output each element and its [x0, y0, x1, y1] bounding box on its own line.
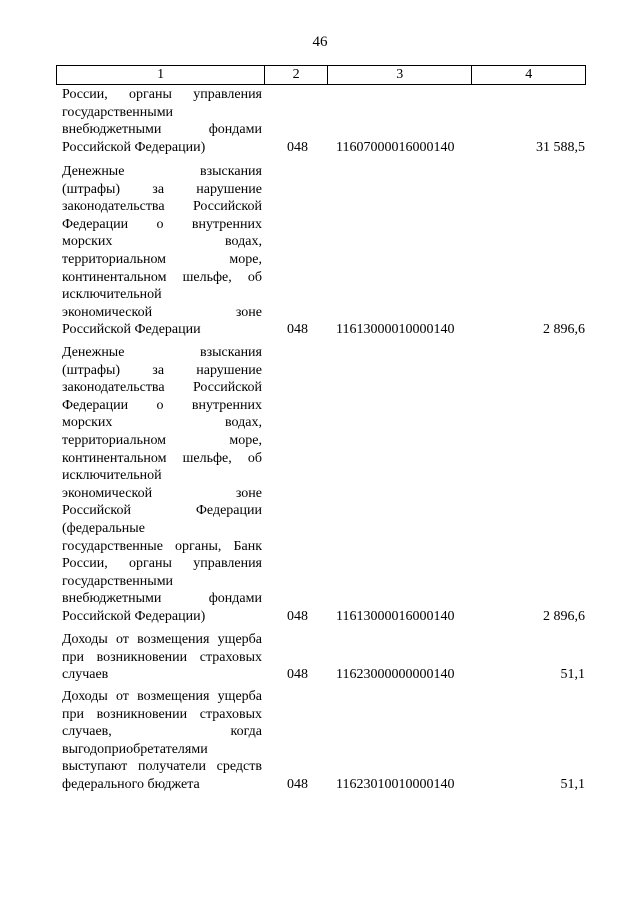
- page-number: 46: [312, 34, 328, 50]
- row-description: [62, 163, 262, 339]
- column-header-4: 4: [525, 67, 533, 82]
- description-line: Денежные взыскания: [62, 345, 262, 360]
- administrator-code: 048: [287, 609, 308, 624]
- description-line: России, органы управления: [62, 556, 262, 572]
- description-line: России, органы управления: [62, 87, 262, 102]
- budget-classification-code: 11613000016000140: [336, 609, 455, 624]
- description-line: континентальном шельфе, об: [62, 269, 262, 285]
- budget-classification-code: 11607000016000140: [336, 139, 455, 155]
- description-line: государственные органы, Банк: [62, 538, 262, 554]
- administrator-code: 048: [287, 322, 308, 338]
- description-line: Денежные взыскания: [62, 164, 262, 179]
- budget-classification-code: 11623010010000140: [336, 777, 455, 792]
- description-line: законодательства Российской: [62, 199, 262, 215]
- description-line: Доходы от возмещения ущерба: [62, 632, 262, 647]
- description-line: территориальном море,: [62, 251, 262, 267]
- description-line: исключительной: [62, 287, 162, 303]
- amount-value: 31 588,5: [536, 139, 585, 155]
- description-line: Российской Федерации): [62, 608, 206, 624]
- administrator-code: 048: [287, 667, 308, 683]
- description-line: континентальном шельфе, об: [62, 450, 262, 466]
- administrator-code: 048: [287, 139, 308, 155]
- description-line: государственными: [62, 573, 174, 589]
- column-header-2: 2: [265, 66, 328, 84]
- amount-value: 2 896,6: [543, 609, 585, 624]
- description-line: выгодоприобретателями: [62, 741, 208, 757]
- description-line: (федеральные: [62, 520, 145, 536]
- row-description: [62, 631, 262, 684]
- amount-value: 51,1: [560, 667, 585, 683]
- administrator-code: 048: [287, 777, 308, 792]
- description-line: экономической зоне: [62, 485, 262, 501]
- description-line: Федерации о внутренних: [62, 397, 262, 413]
- description-line: морских водах,: [62, 234, 262, 250]
- budget-classification-code: 11623000000000140: [336, 667, 455, 683]
- description-line: законодательства Российской: [62, 380, 262, 396]
- description-line: случаев, когда: [62, 724, 262, 740]
- description-line: Российской Федерации): [62, 139, 206, 155]
- row-description: [62, 344, 262, 626]
- description-line: морских водах,: [62, 415, 262, 431]
- row-description: [62, 688, 262, 794]
- description-line: (штрафы) за нарушение: [62, 181, 262, 197]
- description-line: (штрафы) за нарушение: [62, 362, 262, 378]
- table-header-row: [56, 65, 586, 85]
- budget-classification-code: 11613000010000140: [336, 322, 455, 338]
- description-line: исключительной: [62, 468, 162, 484]
- description-line: внебюджетными фондами: [62, 591, 262, 607]
- description-line: федерального бюджета: [62, 776, 200, 792]
- amount-value: 2 896,6: [543, 322, 585, 338]
- column-header-3: 3: [328, 66, 472, 84]
- description-line: при возникновении страховых: [62, 706, 262, 722]
- description-line: внебюджетными фондами: [62, 122, 262, 138]
- description-line: Российской Федерации: [62, 503, 262, 519]
- description-line: Российской Федерации: [62, 322, 201, 338]
- amount-value: 51,1: [560, 777, 585, 792]
- description-line: Федерации о внутренних: [62, 216, 262, 232]
- column-header-1: 1: [57, 66, 265, 84]
- description-line: экономической зоне: [62, 304, 262, 320]
- row-description: [62, 86, 262, 156]
- description-line: случаев: [62, 667, 109, 683]
- description-line: выступают получатели средств: [62, 759, 262, 775]
- description-line: при возникновении страховых: [62, 649, 262, 665]
- description-line: территориальном море,: [62, 432, 262, 448]
- description-line: Доходы от возмещения ущерба: [62, 689, 262, 704]
- description-line: государственными: [62, 104, 174, 120]
